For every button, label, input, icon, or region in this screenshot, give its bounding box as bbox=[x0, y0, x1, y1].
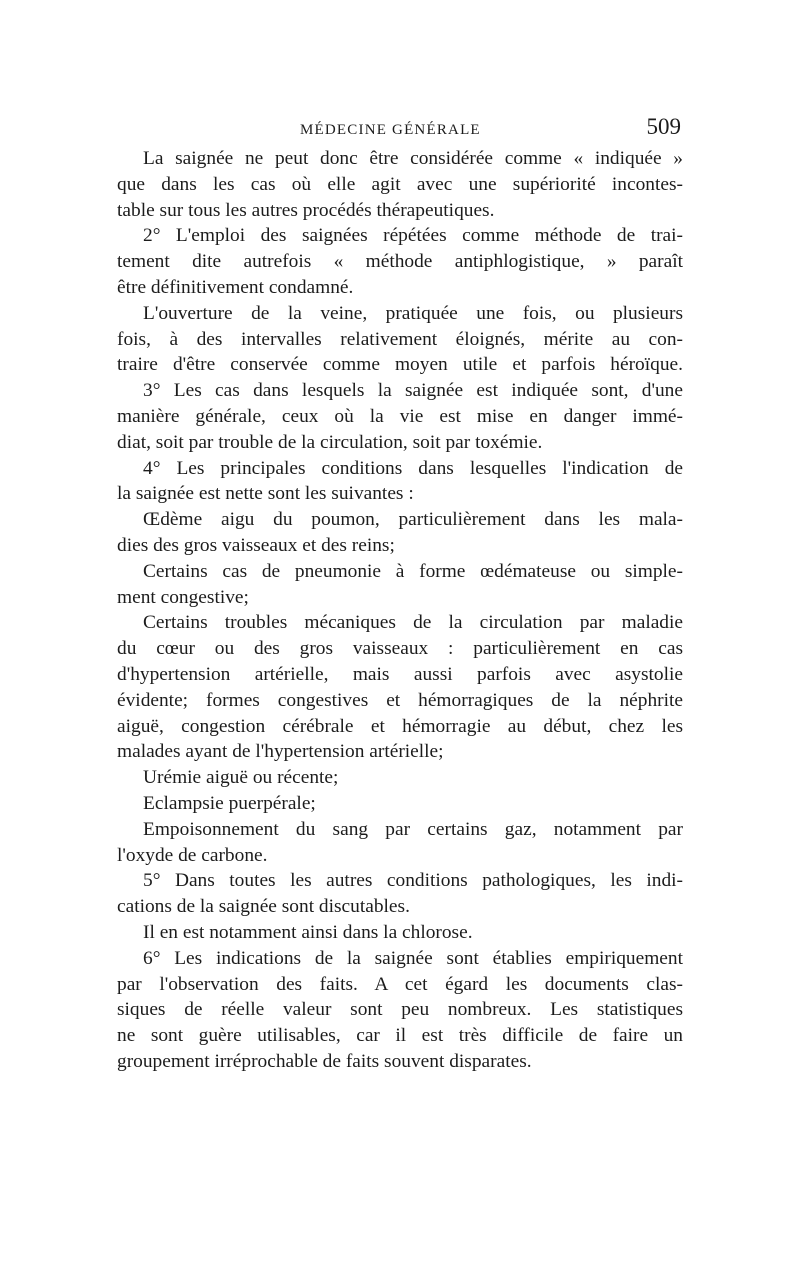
text-line: groupement irréprochable de faits souvent disparates. bbox=[117, 1050, 532, 1072]
text-line: fois, à des intervalles relativement éloignés, mérite au con- bbox=[117, 328, 683, 350]
page-number: 509 bbox=[646, 114, 681, 139]
text-line: l'oxyde de carbone. bbox=[117, 844, 268, 866]
text-line: la saignée est nette sont les suivantes : bbox=[117, 483, 414, 505]
text-line: aiguë, congestion cérébrale et hémorragie au début, chez les bbox=[117, 715, 683, 737]
text-line: ment congestive; bbox=[117, 586, 249, 608]
text-line: L'ouverture de la veine, pratiquée une fois, ou plusieurs bbox=[143, 302, 683, 324]
text-line: 3° Les cas dans lesquels la saignée est indiquée sont, d'une bbox=[143, 380, 683, 402]
text-line: manière générale, ceux où la vie est mise en danger immé- bbox=[117, 405, 683, 427]
text-line: ne sont guère utilisables, car il est très difficile de faire un bbox=[117, 1025, 683, 1047]
text-line: par l'observation des faits. A cet égard les documents clas- bbox=[117, 973, 683, 995]
text-line: Certains troubles mécaniques de la circulation par maladie bbox=[143, 612, 683, 634]
text-line: d'hypertension artérielle, mais aussi parfois avec asystolie bbox=[117, 663, 683, 685]
text-line: 4° Les principales conditions dans lesquelles l'indication de bbox=[143, 457, 683, 479]
text-line: siques de réelle valeur sont peu nombreux. Les statistiques bbox=[117, 999, 683, 1021]
text-line: Eclampsie puerpérale; bbox=[143, 792, 316, 814]
text-line: diat, soit par trouble de la circulation, soit par toxémie. bbox=[117, 431, 543, 453]
text-line: Certains cas de pneumonie à forme œdémateuse ou simple- bbox=[143, 560, 683, 582]
text-line: Il en est notamment ainsi dans la chlorose. bbox=[143, 921, 473, 943]
text-line: traire d'être conservée comme moyen utile et parfois héroïque. bbox=[117, 354, 683, 376]
body-text bbox=[117, 146, 683, 1075]
text-line: table sur tous les autres procédés thérapeutiques. bbox=[117, 199, 495, 221]
text-line: Urémie aiguë ou récente; bbox=[143, 767, 339, 789]
text-line: évidente; formes congestives et hémorragiques de la néphrite bbox=[117, 689, 683, 711]
text-line: 6° Les indications de la saignée sont établies empiriquement bbox=[143, 947, 683, 969]
text-line: La saignée ne peut donc être considérée comme « indiquée » bbox=[143, 148, 683, 169]
page-header bbox=[117, 114, 683, 144]
text-line: cations de la saignée sont discutables. bbox=[117, 896, 410, 918]
text-line: tement dite autrefois « méthode antiphlogistique, » paraît bbox=[117, 251, 683, 273]
text-line: 2° L'emploi des saignées répétées comme méthode de trai- bbox=[143, 225, 683, 247]
text-line: du cœur ou des gros vaisseaux : particulièrement en cas bbox=[117, 638, 683, 660]
text-line: 5° Dans toutes les autres conditions pathologiques, les indi- bbox=[143, 870, 683, 892]
text-line: Empoisonnement du sang par certains gaz, notamment par bbox=[143, 818, 683, 840]
text-line: que dans les cas où elle agit avec une supériorité incontes- bbox=[117, 173, 683, 195]
text-line: dies des gros vaisseaux et des reins; bbox=[117, 534, 395, 556]
text-line: Œdème aigu du poumon, particulièrement dans les mala- bbox=[143, 509, 683, 531]
text-line: être définitivement condamné. bbox=[117, 276, 354, 298]
text-line: malades ayant de l'hypertension artérielle; bbox=[117, 741, 444, 763]
running-title: MÉDECINE GÉNÉRALE bbox=[300, 122, 481, 138]
